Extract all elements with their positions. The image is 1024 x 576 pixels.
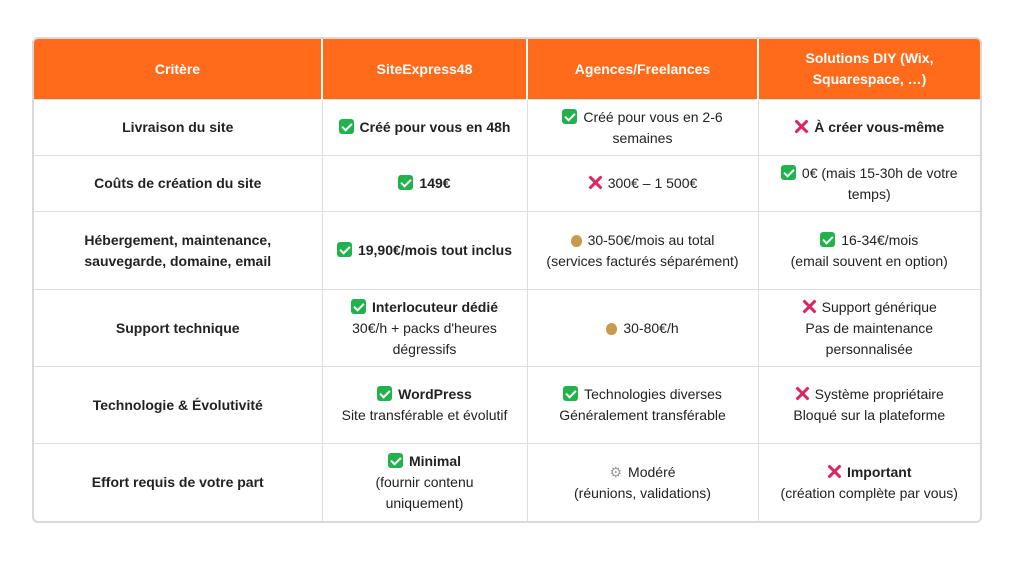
value-cell (758, 444, 980, 522)
criterion-cell: Hébergement, maintenance, sauvegarde, domaine, email (34, 212, 322, 290)
cell-line (773, 163, 967, 205)
value-cell (527, 100, 758, 156)
criterion-cell: Effort requis de votre part (34, 444, 322, 522)
cell-text: 30-50€/mois au total (services facturés séparément) (546, 231, 739, 269)
gear-icon: ⚙ (609, 463, 623, 480)
cell-text: Généralement transférable (559, 407, 726, 423)
value-cell (322, 100, 527, 156)
cell-line (773, 483, 967, 504)
cell-text: Minimal (408, 453, 462, 469)
header-agencies: Agences/Freelances (527, 39, 758, 100)
cell-line (337, 240, 513, 261)
cell-line (337, 405, 513, 426)
cell-text: Technologies diverses (584, 386, 722, 402)
cross-icon (802, 299, 816, 314)
cross-icon (794, 119, 808, 134)
cell-line (542, 384, 744, 405)
cell-text: (fournir contenu uniquement) (375, 474, 474, 511)
check-icon (562, 109, 577, 124)
cell-text: 300€ – 1 500€ (607, 175, 698, 191)
cell-line (773, 462, 967, 483)
check-icon (781, 165, 796, 180)
cell-line (337, 472, 513, 514)
table-row (34, 156, 980, 212)
cell-line (542, 483, 744, 504)
cell-line (542, 173, 744, 194)
value-cell (758, 156, 980, 212)
cell-text: 16-34€/mois (841, 231, 919, 248)
money-bag-icon (571, 235, 582, 247)
value-cell (758, 367, 980, 444)
cell-line (773, 384, 967, 405)
criterion-cell: Coûts de création du site (34, 156, 322, 212)
cell-line (773, 318, 967, 360)
cell-text: (réunions, validations) (574, 484, 711, 501)
cell-line (773, 117, 967, 138)
cell-line (337, 297, 513, 318)
cell-text: 30-80€/h (623, 319, 679, 336)
value-cell (758, 212, 980, 290)
cell-text: Important (846, 463, 912, 480)
cell-line (337, 173, 513, 194)
cell-text: Interlocuteur dédié (371, 298, 499, 315)
cell-line (542, 107, 744, 149)
table-row (34, 367, 980, 444)
cell-line (773, 297, 967, 318)
cell-text: (email souvent en option) (790, 252, 948, 269)
value-cell (527, 212, 758, 290)
comparison-table (34, 39, 980, 521)
cell-text: 30€/h + packs d'heures dégressifs (352, 319, 497, 357)
cell-line (542, 230, 744, 272)
criterion-cell: Livraison du site (34, 100, 322, 156)
cell-text: Pas de maintenance personnalisée (805, 319, 934, 357)
cell-text: Créé pour vous en 2-6 semaines (583, 108, 723, 146)
check-icon (388, 453, 403, 468)
value-cell (758, 290, 980, 367)
cell-line (542, 318, 744, 339)
value-cell (322, 212, 527, 290)
cell-text: Système propriétaire (814, 386, 944, 402)
value-cell (527, 156, 758, 212)
cell-line (337, 117, 513, 138)
criterion-cell: Technologie & Évolutivité (34, 367, 322, 444)
cross-icon (588, 175, 602, 190)
cell-line (542, 405, 744, 426)
table-row (34, 444, 980, 522)
cell-line (773, 230, 967, 251)
money-bag-icon (606, 323, 617, 335)
cell-text: Support générique (821, 298, 937, 315)
table-row (34, 290, 980, 367)
cell-text: Site transférable et évolutif (341, 407, 508, 423)
cell-text: 0€ (mais 15-30h de votre temps) (801, 164, 958, 202)
cross-icon (795, 386, 809, 401)
cell-text: 19,90€/mois tout inclus (357, 242, 513, 258)
cross-icon (827, 464, 841, 479)
check-icon (563, 386, 578, 401)
check-icon (339, 119, 354, 134)
value-cell (322, 367, 527, 444)
cell-line (337, 384, 513, 405)
comparison-table-container (32, 37, 982, 523)
check-icon (337, 242, 352, 257)
value-cell (322, 290, 527, 367)
table-header-row (34, 39, 980, 100)
header-diy: Solutions DIY (Wix, Squarespace, …) (758, 39, 980, 100)
cell-text: (création complète par vous) (780, 484, 958, 501)
table-row (34, 212, 980, 290)
table-row (34, 100, 980, 156)
cell-line (773, 251, 967, 272)
cell-text: WordPress (398, 386, 472, 402)
criterion-cell: Support technique (34, 290, 322, 367)
value-cell (527, 367, 758, 444)
cell-text: 149€ (419, 175, 451, 191)
header-criterion: Critère (34, 39, 322, 100)
cell-line (542, 462, 744, 483)
check-icon (820, 232, 835, 247)
cell-text: À créer vous-même (814, 119, 945, 135)
cell-line (337, 451, 513, 472)
value-cell (322, 444, 527, 522)
value-cell (758, 100, 980, 156)
cell-text: Bloqué sur la plateforme (793, 407, 946, 423)
cell-line (337, 318, 513, 360)
value-cell (527, 444, 758, 522)
cell-text: Créé pour vous en 48h (359, 119, 511, 135)
table-body (34, 100, 980, 522)
value-cell (322, 156, 527, 212)
cell-line (773, 405, 967, 426)
check-icon (351, 299, 366, 314)
value-cell (527, 290, 758, 367)
check-icon (398, 175, 413, 190)
cell-text: Modéré (628, 463, 676, 480)
check-icon (377, 386, 392, 401)
header-siteexpress48: SiteExpress48 (322, 39, 527, 100)
